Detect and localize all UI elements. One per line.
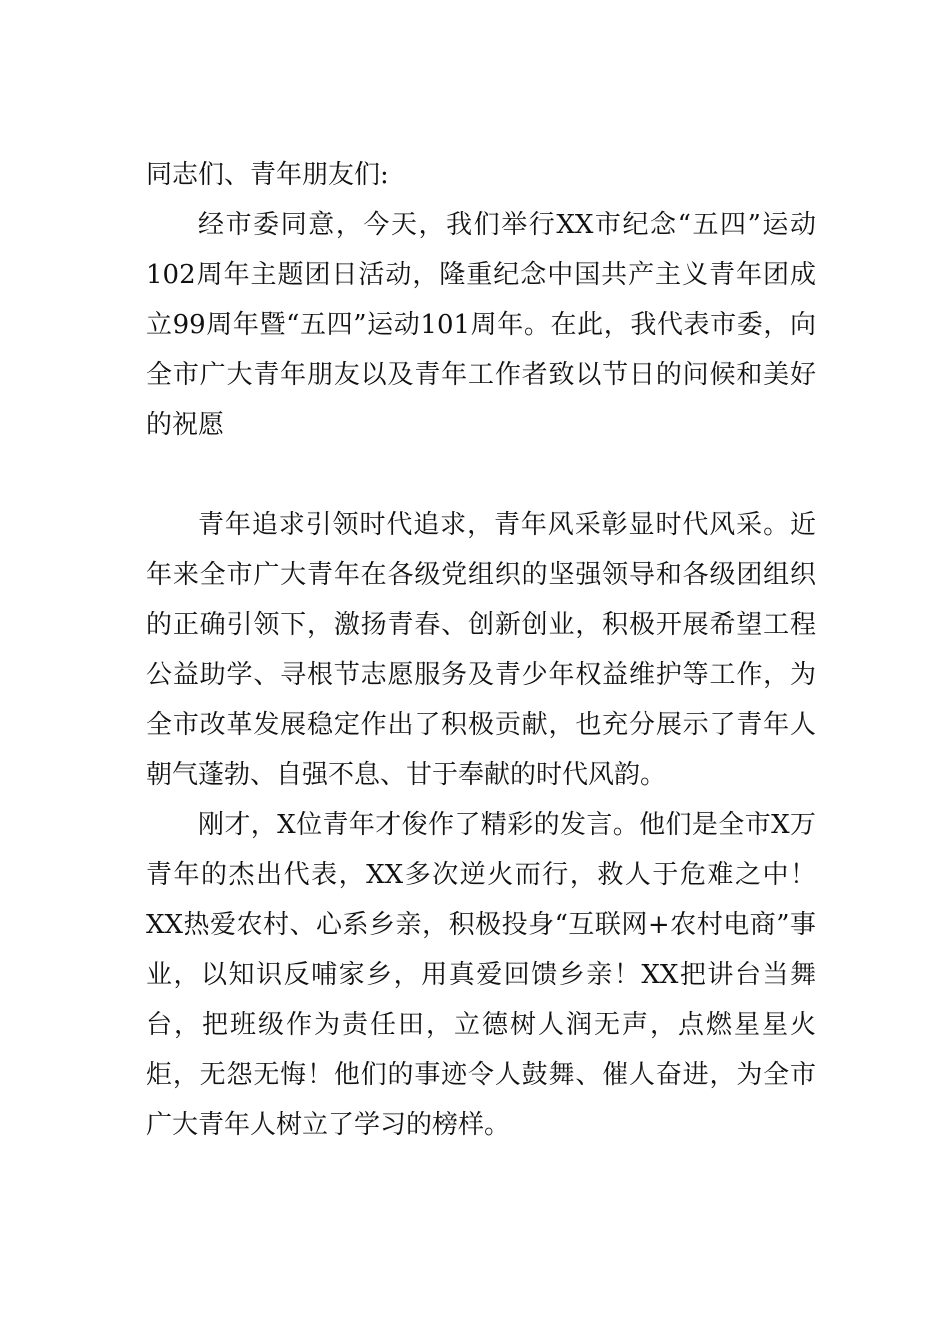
- paragraph-3: 刚才，X位青年才俊作了精彩的发言。他们是全市X万青年的杰出代表，XX多次逆火而行，救人于危难之中！XX热爱农村、心系乡亲，积极投身“互联网+农村电商”事业，以知识反哺家乡，用真爱回馈乡亲！XX把讲台当舞台，把班级作为责任田，立德树人润无声，点燃星星火炬，无怨无悔！他们的事迹令人鼓舞、催人奋进，为全市广大青年人树立了学习的榜样。: [146, 810, 816, 1140]
- paragraph-gap: [146, 450, 816, 500]
- paragraph-2: 青年追求引领时代追求，青年风采彰显时代风采。近年来全市广大青年在各级党组织的坚强领导和各级团组织的正确引领下，激扬青春、创新创业，积极开展希望工程公益助学、寻根节志愿服务及青少年权益维护等工作，为全市改革发展稳定作出了积极贡献，也充分展示了青年人朝气蓬勃、自强不息、甘于奉献的时代风韵。: [146, 510, 816, 790]
- salutation: 同志们、青年朋友们:: [146, 160, 389, 190]
- document-body: [146, 150, 816, 1150]
- paragraph-1: 经市委同意，今天，我们举行XX市纪念“五四”运动102周年主题团日活动，隆重纪念中国共产主义青年团成立99周年暨“五四”运动101周年。在此，我代表市委，向全市广大青年朋友以及青年工作者致以节日的问候和美好的祝愿: [146, 210, 816, 440]
